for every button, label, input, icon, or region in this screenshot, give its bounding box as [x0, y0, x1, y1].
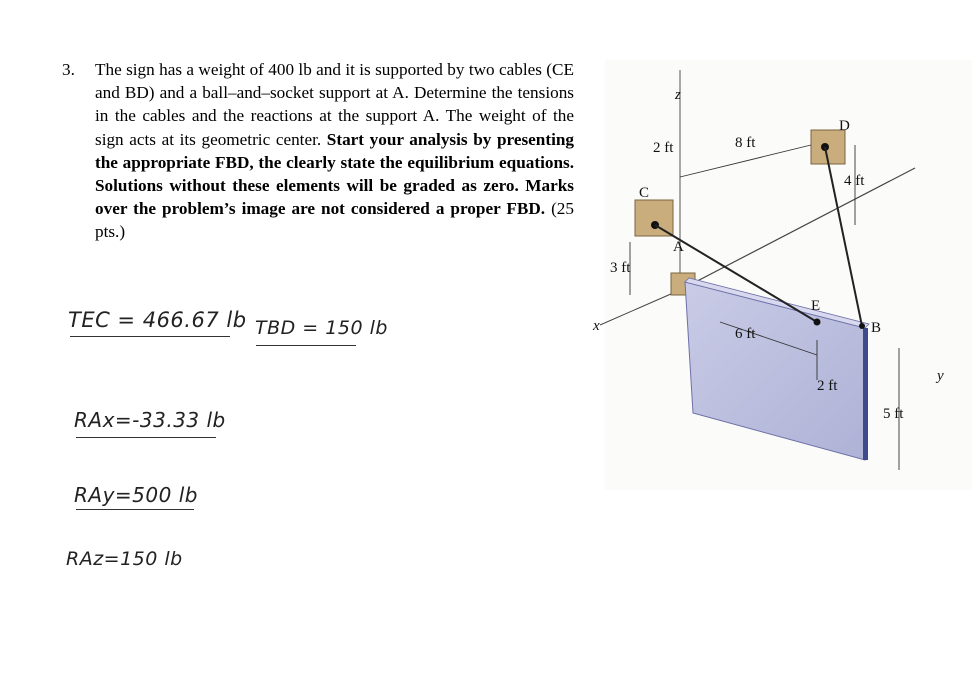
problem-text: The sign has a weight of 400 lb and it is supported by two cables (CE and BD) and a ball–and–socket support at A. Determine the tensions in the cables and the reactions at the support A. The weight of the sign acts at its geometric center.	[95, 60, 574, 149]
label-dim-8ft: 8 ft	[735, 135, 756, 151]
answer-rax: RAx=-33.33 lb	[74, 408, 226, 432]
answer-tbd-underline	[256, 345, 356, 346]
problem-number: 3.	[62, 60, 75, 79]
answer-raz: RAz=150 lb	[66, 548, 183, 570]
answer-ray: RAy=500 lb	[74, 483, 198, 507]
sign-figure	[585, 60, 972, 500]
problem-points: (25 pts.)	[95, 199, 574, 242]
answer-tec: TEC = 466.67 lb	[68, 308, 247, 332]
answer-ray-underline	[76, 509, 194, 510]
sign-side-edge	[863, 328, 868, 460]
label-a: A	[673, 239, 684, 255]
answer-tbd: TBD = 150 lb	[255, 317, 388, 339]
problem-body	[95, 58, 574, 244]
support-c-bracket	[635, 200, 673, 236]
label-b: B	[871, 320, 882, 336]
label-y: y	[937, 368, 944, 384]
point-b	[859, 323, 865, 329]
problem-statement	[62, 58, 574, 244]
label-dim-4ft: 4 ft	[844, 173, 865, 189]
label-d: D	[839, 118, 850, 134]
label-e: E	[811, 298, 821, 314]
label-dim-2ft-top: 2 ft	[653, 140, 674, 156]
label-dim-6ft: 6 ft	[735, 326, 756, 342]
problem-instructions: Start your analysis by presenting the appropriate FBD, the clearly state the equilibrium equations. Solutions without these elements will be graded as zero. Marks over the problem’s image are not considered a proper FBD.	[95, 129, 575, 219]
point-e	[814, 319, 821, 326]
label-dim-3ft: 3 ft	[610, 260, 631, 276]
label-dim-5ft: 5 ft	[883, 406, 904, 422]
label-c: C	[639, 185, 650, 201]
label-z: z	[675, 87, 681, 103]
label-x: x	[593, 318, 600, 334]
label-dim-2ft-bottom: 2 ft	[817, 378, 838, 394]
answer-tec-underline	[70, 336, 230, 337]
answer-rax-underline	[76, 437, 216, 438]
